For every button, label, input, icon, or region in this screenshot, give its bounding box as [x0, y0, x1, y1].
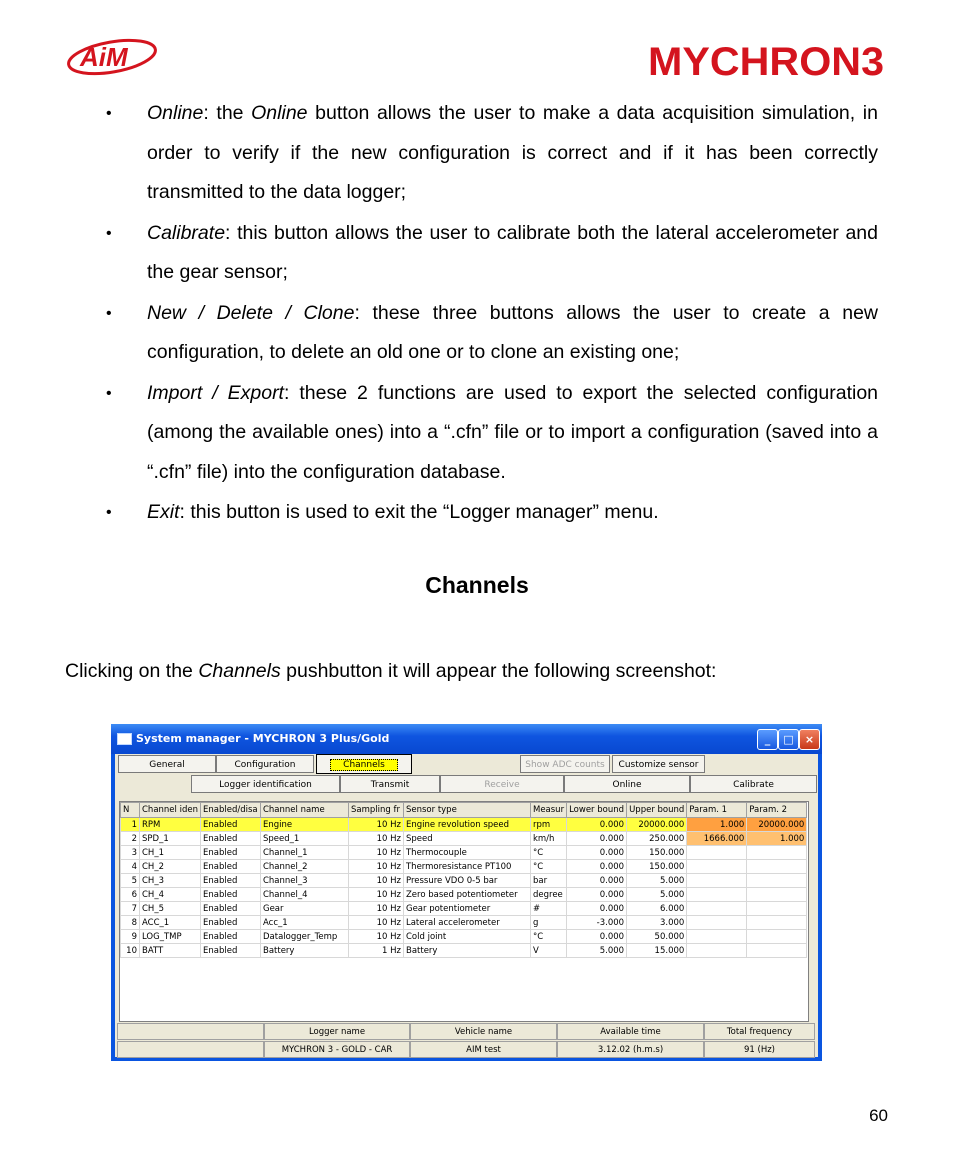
table-cell[interactable]: Enabled — [200, 916, 260, 930]
bullet-new-delete-clone: • New / Delete / Clone: these three buttons allows the user to create a new configuration, to delete an old one or to clone an existing one; — [100, 294, 878, 373]
table-cell[interactable] — [747, 860, 807, 874]
table-cell[interactable]: 150.000 — [627, 846, 687, 860]
table-cell[interactable]: 0.000 — [567, 888, 627, 902]
bullet-online: • Online: the Online button allows the user to make a data acquisition simulation, in order to verify if the new configuration is correct and if it has been correctly transmitted to the data logger; — [100, 94, 878, 213]
table-cell[interactable]: 3.000 — [627, 916, 687, 930]
table-cell[interactable]: 250.000 — [627, 832, 687, 846]
bullet-import-export: • Import / Export: these 2 functions are used to export the selected configuration (among the available ones) into a “.cfn” file or to import a configuration (saved into a “.cfn” file) into the configuration database. — [100, 374, 878, 493]
col-header[interactable]: Enabled/disa — [200, 803, 260, 818]
table-cell[interactable]: CH_1 — [140, 846, 201, 860]
mychron3-logo — [648, 42, 884, 78]
table-cell[interactable]: 3 — [121, 846, 140, 860]
table-cell[interactable]: -3.000 — [567, 916, 627, 930]
table-cell[interactable]: 10 Hz — [348, 916, 403, 930]
close-button[interactable]: × — [799, 729, 820, 750]
bullet-exit: • Exit: this button is used to exit the “Logger manager” menu. — [100, 493, 878, 533]
col-header[interactable]: Param. 2 — [747, 803, 807, 818]
table-cell[interactable]: Thermocouple — [403, 846, 530, 860]
table-cell[interactable] — [747, 944, 807, 958]
col-header[interactable]: Channel name — [260, 803, 348, 818]
table-row[interactable] — [121, 874, 807, 888]
table-cell[interactable] — [747, 902, 807, 916]
table-cell[interactable]: # — [530, 902, 566, 916]
table-cell[interactable]: 0.000 — [567, 874, 627, 888]
table-cell[interactable]: Enabled — [200, 860, 260, 874]
table-cell[interactable]: 0.000 — [567, 930, 627, 944]
table-cell[interactable]: Enabled — [200, 902, 260, 916]
table-cell[interactable]: SPD_1 — [140, 832, 201, 846]
table-cell[interactable]: 0.000 — [567, 902, 627, 916]
table-cell[interactable]: Enabled — [200, 930, 260, 944]
col-header[interactable]: N — [121, 803, 140, 818]
table-cell[interactable]: 10 Hz — [348, 902, 403, 916]
table-cell[interactable] — [687, 846, 747, 860]
table-cell[interactable]: CH_3 — [140, 874, 201, 888]
col-header[interactable]: Upper bound — [627, 803, 687, 818]
maximize-button[interactable]: □ — [778, 729, 799, 750]
table-cell[interactable] — [687, 888, 747, 902]
table-cell[interactable] — [687, 916, 747, 930]
table-row[interactable] — [121, 832, 807, 846]
col-header[interactable]: Sensor type — [403, 803, 530, 818]
table-cell[interactable] — [687, 944, 747, 958]
table-cell[interactable] — [687, 930, 747, 944]
table-cell[interactable] — [747, 888, 807, 902]
table-cell[interactable]: LOG_TMP — [140, 930, 201, 944]
online-button[interactable]: Online — [564, 775, 690, 793]
window-icon — [117, 733, 132, 745]
table-cell[interactable]: Lateral accelerometer — [403, 916, 530, 930]
table-cell[interactable]: 2 — [121, 832, 140, 846]
table-cell[interactable]: Enabled — [200, 888, 260, 902]
table-cell[interactable]: 1 Hz — [348, 944, 403, 958]
table-cell[interactable] — [687, 902, 747, 916]
table-cell[interactable]: Battery — [260, 944, 348, 958]
table-cell[interactable]: Zero based potentiometer — [403, 888, 530, 902]
table-cell[interactable]: 0.000 — [567, 846, 627, 860]
table-cell[interactable]: 5 — [121, 874, 140, 888]
intro-paragraph: Clicking on the Channels pushbutton it will appear the following screenshot: — [65, 660, 717, 682]
table-cell[interactable]: 5.000 — [567, 944, 627, 958]
table-cell[interactable]: 15.000 — [627, 944, 687, 958]
table-cell[interactable]: 6 — [121, 888, 140, 902]
table-cell[interactable]: CH_5 — [140, 902, 201, 916]
col-header[interactable]: Param. 1 — [687, 803, 747, 818]
table-cell[interactable]: 7 — [121, 902, 140, 916]
table-cell[interactable]: Gear potentiometer — [403, 902, 530, 916]
table-row[interactable] — [121, 930, 807, 944]
table-cell[interactable]: Speed_1 — [260, 832, 348, 846]
table-cell[interactable]: Engine revolution speed — [403, 818, 530, 832]
table-row[interactable] — [121, 818, 807, 832]
status-empty-label — [117, 1023, 264, 1040]
available-time-label: Available time — [557, 1023, 704, 1040]
logger-identification-button[interactable]: Logger identification — [191, 775, 340, 793]
table-row[interactable] — [121, 888, 807, 902]
table-cell[interactable]: RPM — [140, 818, 201, 832]
configuration-button[interactable]: Configuration — [216, 755, 314, 773]
table-cell[interactable] — [747, 916, 807, 930]
table-header-row — [121, 803, 807, 818]
general-button[interactable]: General — [118, 755, 216, 773]
table-cell[interactable]: 10 Hz — [348, 930, 403, 944]
table-cell[interactable] — [687, 860, 747, 874]
table-cell[interactable]: 1.000 — [687, 818, 747, 832]
table-cell[interactable]: BATT — [140, 944, 201, 958]
bullet-list — [100, 94, 878, 534]
table-cell[interactable]: 10 Hz — [348, 846, 403, 860]
table-cell[interactable]: Enabled — [200, 944, 260, 958]
table-cell[interactable]: Gear — [260, 902, 348, 916]
table-cell[interactable]: 9 — [121, 930, 140, 944]
channels-table — [120, 802, 807, 958]
table-cell[interactable]: 10 Hz — [348, 818, 403, 832]
table-row[interactable] — [121, 860, 807, 874]
table-cell[interactable]: Enabled — [200, 818, 260, 832]
window-titlebar[interactable] — [111, 724, 822, 754]
table-cell[interactable]: 10 Hz — [348, 888, 403, 902]
channels-grid — [119, 801, 809, 1022]
table-cell[interactable]: ACC_1 — [140, 916, 201, 930]
total-frequency-label: Total frequency — [704, 1023, 815, 1040]
table-cell[interactable]: °C — [530, 930, 566, 944]
table-cell[interactable] — [747, 930, 807, 944]
table-cell[interactable]: 5.000 — [627, 888, 687, 902]
table-cell[interactable]: CH_2 — [140, 860, 201, 874]
page-number: 60 — [869, 1106, 888, 1125]
table-cell[interactable]: 4 — [121, 860, 140, 874]
status-empty-value — [117, 1041, 264, 1058]
table-cell[interactable]: Enabled — [200, 846, 260, 860]
table-cell[interactable]: 1 — [121, 818, 140, 832]
logger-name-label: Logger name — [264, 1023, 410, 1040]
table-cell[interactable]: 0.000 — [567, 860, 627, 874]
col-header[interactable]: Channel iden — [140, 803, 201, 818]
vehicle-name-label: Vehicle name — [410, 1023, 557, 1040]
table-cell[interactable]: 10 — [121, 944, 140, 958]
table-cell[interactable]: Thermoresistance PT100 — [403, 860, 530, 874]
table-cell[interactable]: V — [530, 944, 566, 958]
table-cell[interactable]: 50.000 — [627, 930, 687, 944]
minimize-button[interactable]: _ — [757, 729, 778, 750]
table-cell[interactable]: 20000.000 — [627, 818, 687, 832]
table-cell[interactable]: 1.000 — [747, 832, 807, 846]
table-cell[interactable]: 5.000 — [627, 874, 687, 888]
table-cell[interactable] — [747, 874, 807, 888]
table-cell[interactable]: Channel_2 — [260, 860, 348, 874]
channels-button[interactable]: Channels — [316, 754, 412, 774]
logger-name-value: MYCHRON 3 - GOLD - CAR — [264, 1041, 410, 1058]
table-cell[interactable]: Channel_1 — [260, 846, 348, 860]
section-title: Channels — [425, 572, 529, 598]
col-header[interactable]: Sampling fr — [348, 803, 403, 818]
table-cell[interactable]: g — [530, 916, 566, 930]
table-row[interactable] — [121, 944, 807, 958]
svg-text:AiM: AiM — [80, 42, 128, 72]
window-title: System manager - MYCHRON 3 Plus/Gold — [136, 732, 390, 745]
table-cell[interactable] — [747, 846, 807, 860]
window-client — [115, 754, 818, 1057]
customize-sensor-button[interactable]: Customize sensor — [612, 755, 705, 773]
table-cell[interactable]: rpm — [530, 818, 566, 832]
col-header[interactable]: Lower bound — [567, 803, 627, 818]
table-cell[interactable]: km/h — [530, 832, 566, 846]
col-header[interactable]: Measur — [530, 803, 566, 818]
table-row[interactable] — [121, 916, 807, 930]
table-cell[interactable]: Engine — [260, 818, 348, 832]
table-cell[interactable]: 10 Hz — [348, 832, 403, 846]
table-cell[interactable]: Acc_1 — [260, 916, 348, 930]
aim-logo — [66, 37, 158, 77]
calibrate-button[interactable]: Calibrate — [690, 775, 817, 793]
table-cell[interactable]: 8 — [121, 916, 140, 930]
total-frequency-value: 91 (Hz) — [704, 1041, 815, 1058]
table-cell[interactable]: Datalogger_Temp — [260, 930, 348, 944]
table-cell[interactable]: Speed — [403, 832, 530, 846]
table-cell[interactable]: 150.000 — [627, 860, 687, 874]
transmit-button[interactable]: Transmit — [340, 775, 440, 793]
table-cell[interactable]: 1666.000 — [687, 832, 747, 846]
table-cell[interactable]: Channel_4 — [260, 888, 348, 902]
table-cell[interactable]: Enabled — [200, 832, 260, 846]
system-manager-window — [111, 724, 822, 1061]
table-row[interactable] — [121, 846, 807, 860]
table-cell[interactable]: Channel_3 — [260, 874, 348, 888]
table-cell[interactable]: Pressure VDO 0-5 bar — [403, 874, 530, 888]
table-cell[interactable]: Cold joint — [403, 930, 530, 944]
show-adc-counts-button[interactable]: Show ADC counts — [520, 755, 610, 773]
bullet-calibrate: • Calibrate: this button allows the user to calibrate both the lateral accelerometer and the gear sensor; — [100, 214, 878, 293]
table-cell[interactable]: Battery — [403, 944, 530, 958]
table-cell[interactable]: bar — [530, 874, 566, 888]
available-time-value: 3.12.02 (h.m.s) — [557, 1041, 704, 1058]
table-cell[interactable]: 0.000 — [567, 832, 627, 846]
table-row[interactable] — [121, 902, 807, 916]
table-cell[interactable]: 6.000 — [627, 902, 687, 916]
table-cell[interactable]: 10 Hz — [348, 860, 403, 874]
vehicle-name-value: AIM test — [410, 1041, 557, 1058]
table-cell[interactable]: 10 Hz — [348, 874, 403, 888]
receive-button[interactable]: Receive — [440, 775, 564, 793]
table-cell[interactable]: degree — [530, 888, 566, 902]
table-cell[interactable]: °C — [530, 860, 566, 874]
table-cell[interactable] — [687, 874, 747, 888]
table-cell[interactable]: 0.000 — [567, 818, 627, 832]
svg-text:MYCHRON3: MYCHRON3 — [648, 42, 884, 78]
table-cell[interactable]: Enabled — [200, 874, 260, 888]
table-cell[interactable]: 20000.000 — [747, 818, 807, 832]
table-cell[interactable]: CH_4 — [140, 888, 201, 902]
table-cell[interactable]: °C — [530, 846, 566, 860]
